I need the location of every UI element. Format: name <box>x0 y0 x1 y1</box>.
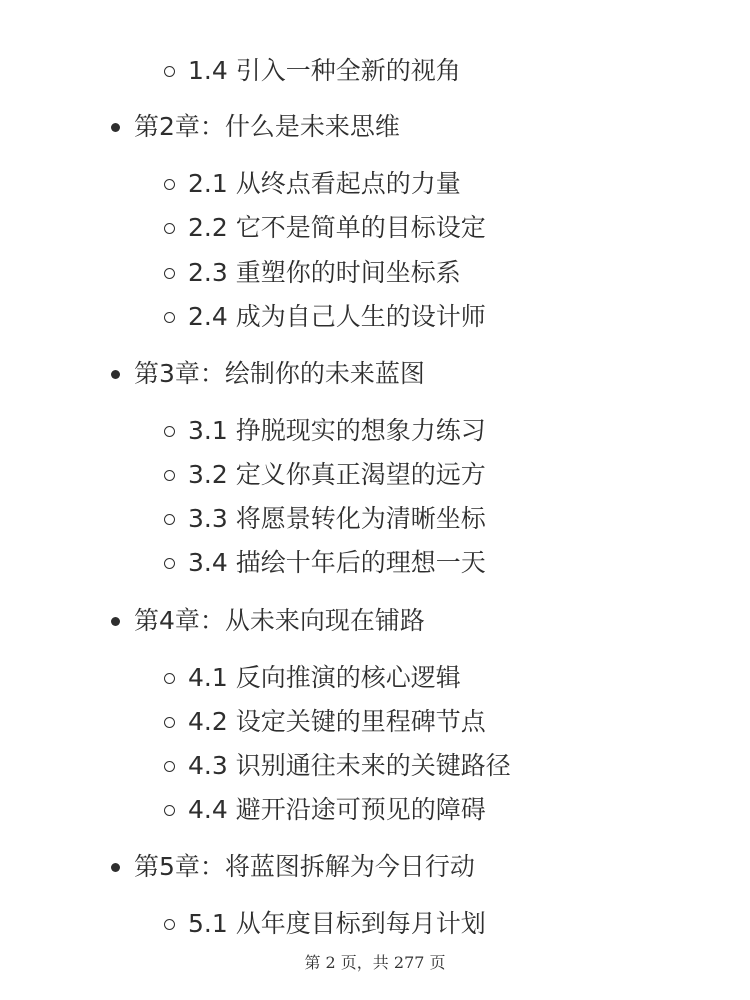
toc-entry-text: 第4章：从未来向现在铺路 <box>134 606 425 635</box>
hollow-bullet-icon <box>164 919 175 930</box>
hollow-bullet-icon <box>164 558 175 569</box>
hollow-bullet-icon <box>164 223 175 234</box>
toc-entry-text: 2.1 从终点看起点的力量 <box>188 169 461 198</box>
page-number-footer: 第 2 页，共 277 页 <box>304 953 446 972</box>
filled-bullet-icon <box>111 863 120 872</box>
hollow-bullet-icon <box>164 761 175 772</box>
hollow-bullet-icon <box>164 179 175 190</box>
toc-entry-text: 4.2 设定关键的里程碑节点 <box>188 707 486 736</box>
filled-bullet-icon <box>111 617 120 626</box>
hollow-bullet-icon <box>164 805 175 816</box>
toc-entry-text: 第3章：绘制你的未来蓝图 <box>134 359 425 388</box>
hollow-bullet-icon <box>164 514 175 525</box>
toc-entry-text: 2.4 成为自己人生的设计师 <box>188 302 486 331</box>
filled-bullet-icon <box>111 123 120 132</box>
filled-bullet-icon <box>111 370 120 379</box>
hollow-bullet-icon <box>164 426 175 437</box>
toc-entry-text: 3.2 定义你真正渴望的远方 <box>188 460 486 489</box>
hollow-bullet-icon <box>164 268 175 279</box>
toc-entry-text: 1.4 引入一种全新的视角 <box>188 56 461 85</box>
toc-entry-text: 第5章：将蓝图拆解为今日行动 <box>134 852 475 881</box>
toc-entry-text: 4.1 反向推演的核心逻辑 <box>188 663 461 692</box>
toc-entry-text: 3.4 描绘十年后的理想一天 <box>188 548 486 577</box>
toc-entry-text: 2.3 重塑你的时间坐标系 <box>188 258 461 287</box>
toc-entry-text: 第2章：什么是未来思维 <box>134 112 400 141</box>
hollow-bullet-icon <box>164 470 175 481</box>
hollow-bullet-icon <box>164 717 175 728</box>
hollow-bullet-icon <box>164 66 175 77</box>
toc-entry-text: 5.1 从年度目标到每月计划 <box>188 909 486 938</box>
hollow-bullet-icon <box>164 673 175 684</box>
toc-entry-text: 4.4 避开沿途可预见的障碍 <box>188 795 486 824</box>
toc-entry-text: 3.1 挣脱现实的想象力练习 <box>188 416 486 445</box>
toc-entry-text: 2.2 它不是简单的目标设定 <box>188 213 486 242</box>
toc-entry-text: 4.3 识别通往未来的关键路径 <box>188 751 511 780</box>
toc-entry-text: 3.3 将愿景转化为清晰坐标 <box>188 504 486 533</box>
hollow-bullet-icon <box>164 312 175 323</box>
